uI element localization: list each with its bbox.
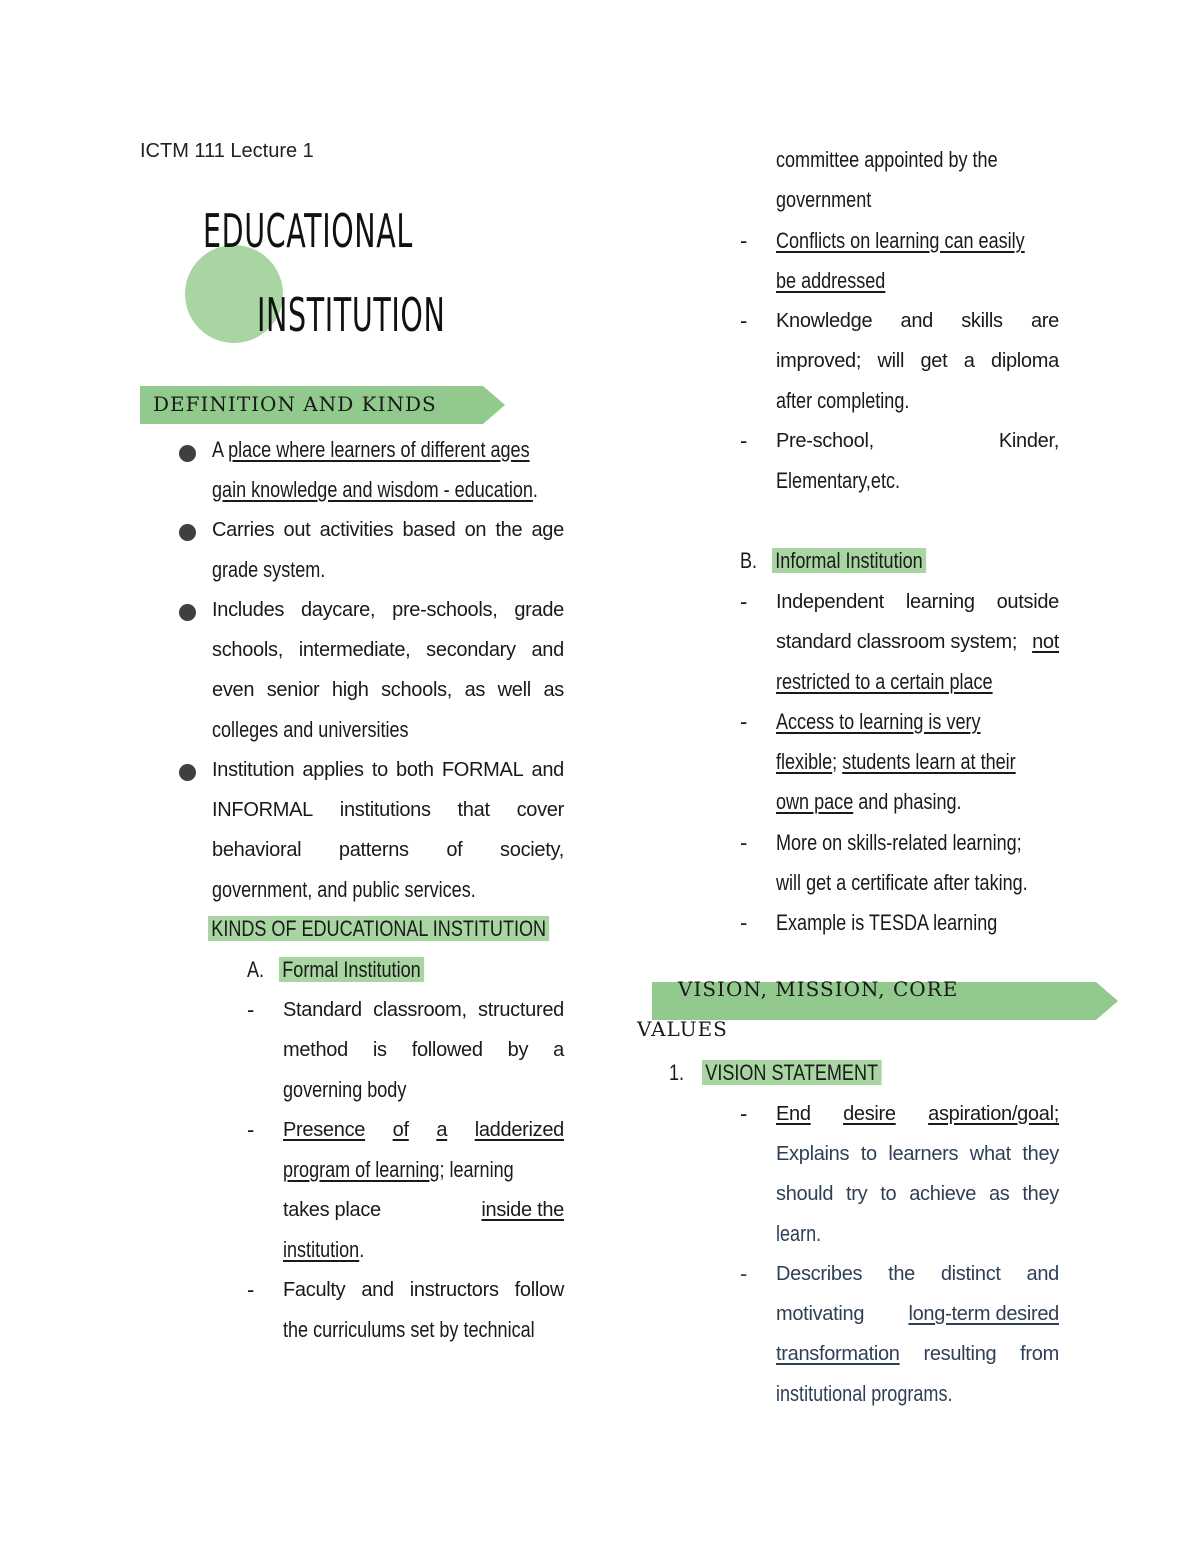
dash-marker: - <box>740 1101 748 1126</box>
header-text: ICTM 111 Lecture 1 <box>140 140 314 162</box>
vision-item-1-line-3: should try to achieve as they <box>776 1183 1059 1205</box>
title-line-2: INSTITUTION <box>257 288 446 342</box>
vision-marker: 1. <box>669 1060 685 1085</box>
bullet-1-line-2: gain knowledge and wisdom - education. <box>212 477 538 502</box>
dash-marker: - <box>740 1261 748 1286</box>
bullet-4-line-2: INFORMAL institutions that cover <box>212 799 564 821</box>
bullet-3-line-3: even senior high schools, as well as <box>212 679 564 701</box>
formal-item-2-line-3: takes place inside the <box>283 1199 564 1221</box>
dash-marker: - <box>247 1277 255 1302</box>
informal-item-1-line-3: restricted to a certain place <box>776 669 993 694</box>
vision-item-1-line-1: End desire aspiration/goal; <box>776 1103 1059 1125</box>
bullet-3-line-1: Includes daycare, pre-schools, grade <box>212 599 564 621</box>
bullet-dot <box>179 524 196 541</box>
dash-marker: - <box>740 308 748 333</box>
formal-item-4-line-1: Conflicts on learning can easily <box>776 228 1025 253</box>
vision-label: VISION STATEMENT <box>702 1055 881 1091</box>
dash-marker: - <box>740 910 748 935</box>
section-banner-label-line-1: VISION, MISSION, CORE <box>678 977 959 1001</box>
bullet-4-line-4: government, and public services. <box>212 877 476 902</box>
formal-item-6-line-2: Elementary,etc. <box>776 468 900 493</box>
formal-item-6-line-1: Pre-school, Kinder, <box>776 430 1059 452</box>
bullet-4-line-3: behavioral patterns of society, <box>212 839 564 861</box>
bullet-dot <box>179 445 196 462</box>
vision-item-1-line-2: Explains to learners what they <box>776 1143 1059 1165</box>
formal-item-2-line-2: program of learning; learning <box>283 1157 514 1182</box>
formal-item-3-line-4: government <box>776 187 872 212</box>
bullet-dot <box>179 604 196 621</box>
dash-marker: - <box>740 228 748 253</box>
informal-label: Informal Institution <box>772 543 926 579</box>
dash-marker: - <box>247 1117 255 1142</box>
title-line-1: EDUCATIONAL <box>203 204 413 258</box>
informal-item-3-line-1: More on skills-related learning; <box>776 830 1022 855</box>
formal-item-3-line-3: committee appointed by the <box>776 147 998 172</box>
vision-item-2-line-2: motivating long-term desired <box>776 1303 1059 1325</box>
informal-marker: B. <box>740 548 758 573</box>
formal-item-1-line-1: Standard classroom, structured <box>283 999 564 1021</box>
formal-item-5-line-3: after completing. <box>776 388 910 413</box>
formal-item-1-line-3: governing body <box>283 1077 407 1102</box>
formal-item-5-line-1: Knowledge and skills are <box>776 310 1059 332</box>
vision-item-2-line-4: institutional programs. <box>776 1381 953 1406</box>
vision-item-1-line-4: learn. <box>776 1221 822 1246</box>
formal-item-1-line-2: method is followed by a <box>283 1039 564 1061</box>
informal-item-2-line-3: own pace and phasing. <box>776 789 962 814</box>
vision-item-2-line-3: transformation resulting from <box>776 1343 1059 1365</box>
informal-item-2-line-2: flexible; students learn at their <box>776 749 1016 774</box>
bullet-1-line-1: A place where learners of different ages <box>212 437 530 462</box>
bullet-2-line-2: grade system. <box>212 557 326 582</box>
dash-marker: - <box>740 428 748 453</box>
bullet-dot <box>179 764 196 781</box>
bullet-3-line-2: schools, intermediate, secondary and <box>212 639 564 661</box>
formal-item-4-line-2: be addressed <box>776 268 886 293</box>
bullet-3-line-4: colleges and universities <box>212 717 409 742</box>
dash-marker: - <box>740 589 748 614</box>
formal-marker: A. <box>247 957 265 982</box>
bullet-4-line-1: Institution applies to both FORMAL and <box>212 759 564 781</box>
formal-item-2-line-1: Presence of a ladderized <box>283 1119 564 1141</box>
kinds-heading: KINDS OF EDUCATIONAL INSTITUTION <box>208 911 549 947</box>
informal-item-1-line-1: Independent learning outside <box>776 591 1059 613</box>
formal-item-5-line-2: improved; will get a diploma <box>776 350 1059 372</box>
formal-item-2-line-4: institution. <box>283 1237 365 1262</box>
bullet-2-line-1: Carries out activities based on the age <box>212 519 564 541</box>
formal-item-3-line-1: Faculty and instructors follow <box>283 1279 564 1301</box>
informal-item-4-line-1: Example is TESDA learning <box>776 910 998 935</box>
formal-label: Formal Institution <box>279 952 424 988</box>
informal-item-2-line-1: Access to learning is very <box>776 709 981 734</box>
vision-item-2-line-1: Describes the distinct and <box>776 1263 1059 1285</box>
dash-marker: - <box>740 709 748 734</box>
informal-item-1-line-2: standard classroom system; not <box>776 631 1059 653</box>
section-banner-label: DEFINITION AND KINDS <box>153 392 437 416</box>
dash-marker: - <box>740 830 748 855</box>
dash-marker: - <box>247 997 255 1022</box>
section-banner-label-line-2: VALUES <box>637 1017 728 1041</box>
informal-item-3-line-2: will get a certificate after taking. <box>776 870 1028 895</box>
formal-item-3-line-2: the curriculums set by technical <box>283 1317 535 1342</box>
